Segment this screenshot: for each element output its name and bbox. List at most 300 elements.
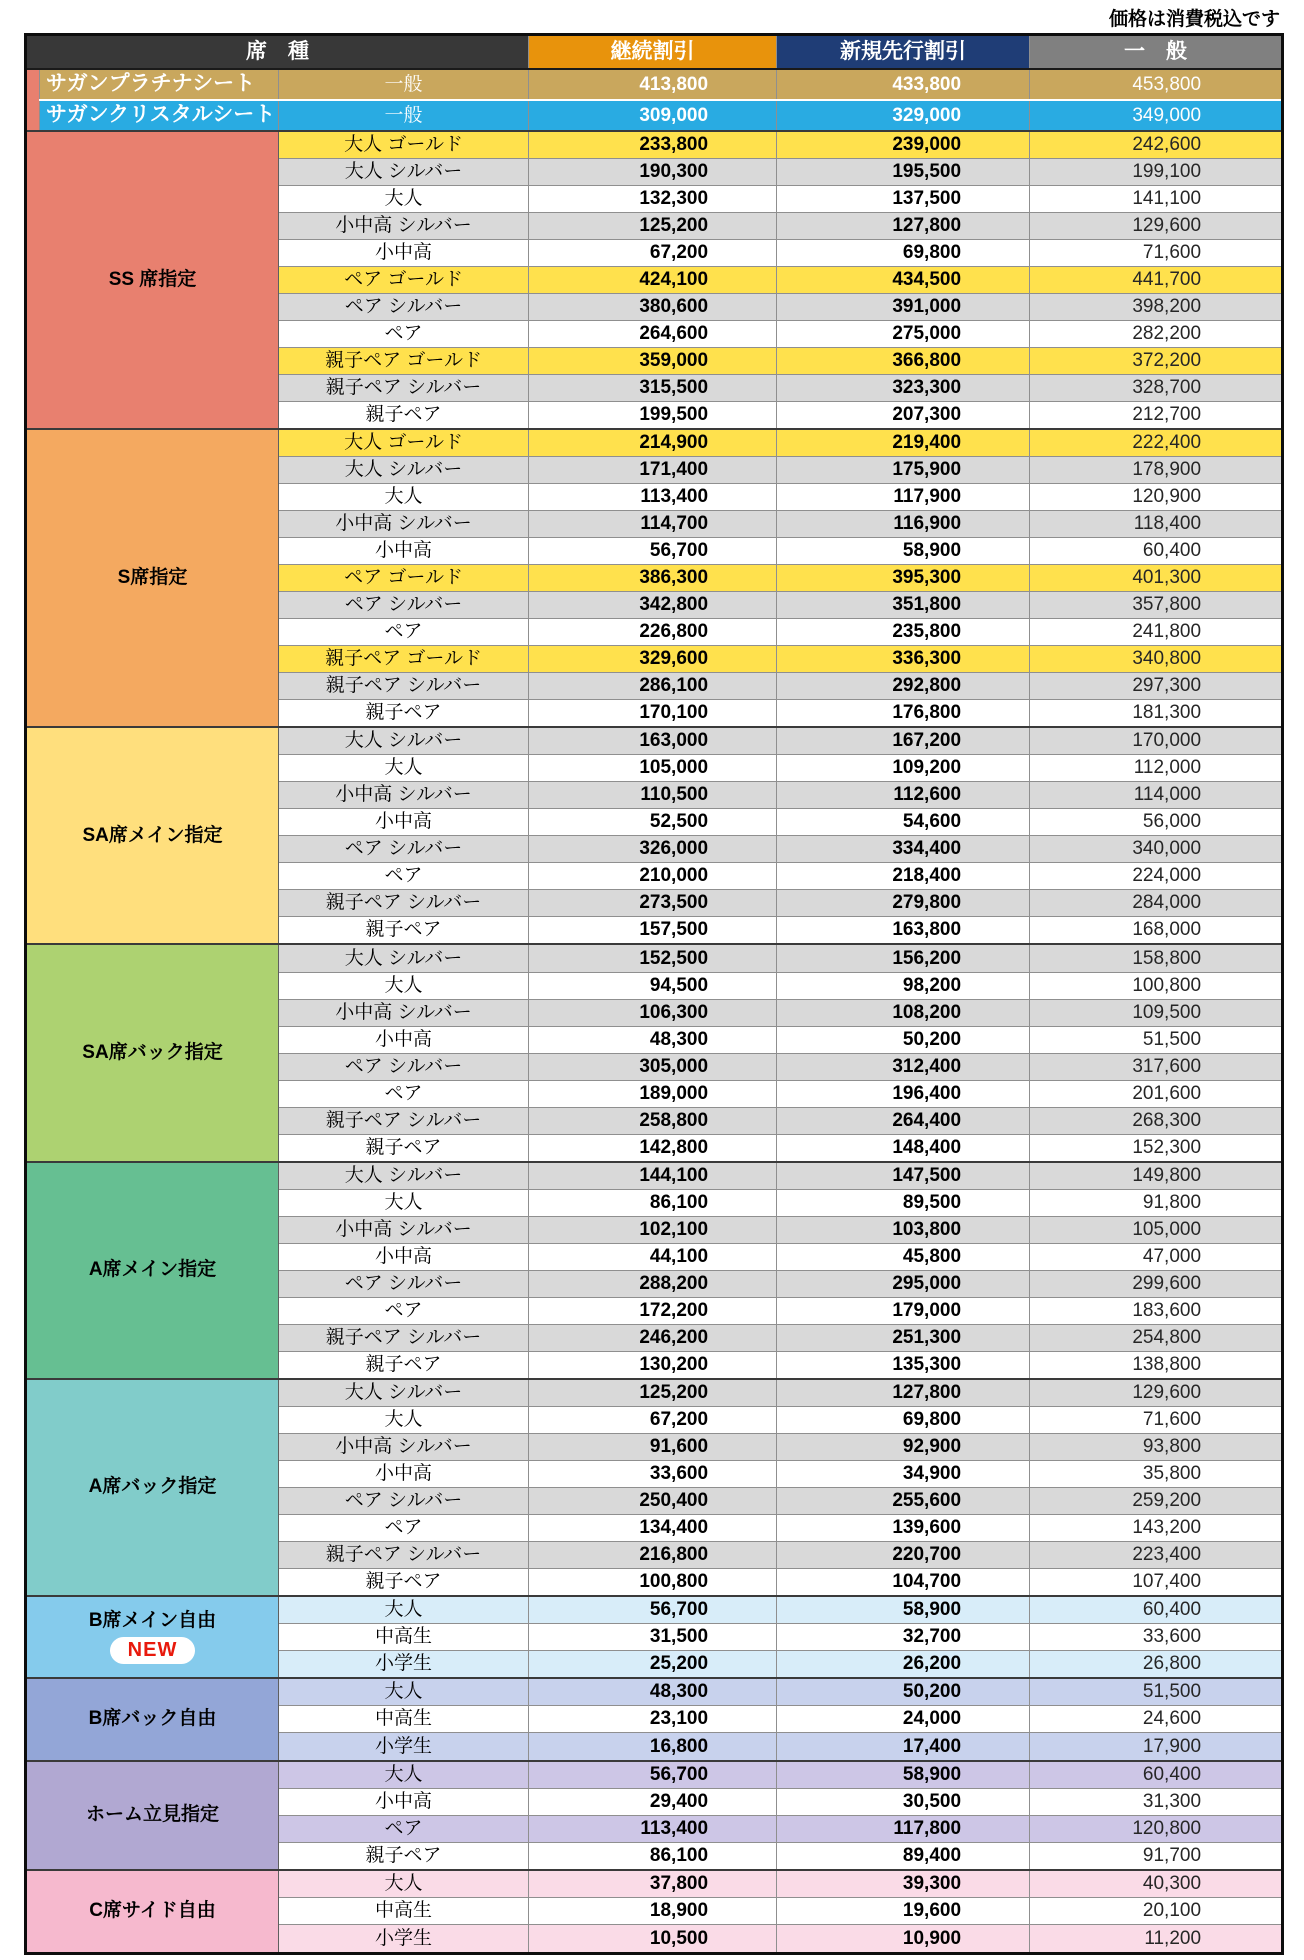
- price-new-advance: 34,900: [777, 1460, 1030, 1487]
- subcategory-cell: 一般: [279, 69, 529, 100]
- price-general: 60,400: [1030, 1761, 1283, 1789]
- price-row: [26, 1596, 1283, 1624]
- price-continuation: 56,700: [529, 1596, 777, 1624]
- price-new-advance: 179,000: [777, 1297, 1030, 1324]
- price-general: 152,300: [1030, 1134, 1283, 1162]
- price-row: [26, 727, 1283, 755]
- price-continuation: 100,800: [529, 1568, 777, 1596]
- price-general: 60,400: [1030, 1596, 1283, 1624]
- price-continuation: 16,800: [529, 1733, 777, 1761]
- price-continuation: 94,500: [529, 972, 777, 999]
- price-new-advance: 395,300: [777, 565, 1030, 592]
- price-new-advance: 112,600: [777, 782, 1030, 809]
- price-general: 56,000: [1030, 809, 1283, 836]
- subcategory-cell: 小学生: [279, 1733, 529, 1761]
- price-continuation: 380,600: [529, 294, 777, 321]
- price-new-advance: 10,900: [777, 1924, 1030, 1953]
- price-new-advance: 391,000: [777, 294, 1030, 321]
- price-new-advance: 39,300: [777, 1870, 1030, 1898]
- subcategory-cell: ペア シルバー: [279, 592, 529, 619]
- price-continuation: 216,800: [529, 1541, 777, 1568]
- price-general: 340,800: [1030, 646, 1283, 673]
- price-general: 340,000: [1030, 836, 1283, 863]
- price-new-advance: 19,600: [777, 1897, 1030, 1924]
- price-table-body: [26, 69, 1283, 1954]
- price-general: 222,400: [1030, 429, 1283, 457]
- subcategory-cell: 親子ペア シルバー: [279, 890, 529, 917]
- price-continuation: 329,600: [529, 646, 777, 673]
- subcategory-cell: 親子ペア シルバー: [279, 1324, 529, 1351]
- category-label: A席バック指定: [88, 1476, 217, 1498]
- subcategory-cell: ペア: [279, 863, 529, 890]
- price-general: 297,300: [1030, 673, 1283, 700]
- price-general: 138,800: [1030, 1351, 1283, 1379]
- subcategory-cell: 大人 ゴールド: [279, 131, 529, 159]
- price-general: 11,200: [1030, 1924, 1283, 1953]
- price-continuation: 286,100: [529, 673, 777, 700]
- price-continuation: 25,200: [529, 1651, 777, 1679]
- price-continuation: 125,200: [529, 213, 777, 240]
- price-general: 170,000: [1030, 727, 1283, 755]
- premium-seat-name: サガンクリスタルシート: [40, 100, 279, 131]
- category-label: C席サイド自由: [89, 1900, 216, 1922]
- price-new-advance: 50,200: [777, 1026, 1030, 1053]
- price-new-advance: 127,800: [777, 1379, 1030, 1407]
- price-new-advance: 279,800: [777, 890, 1030, 917]
- price-general: 158,800: [1030, 944, 1283, 972]
- price-continuation: 264,600: [529, 321, 777, 348]
- price-new-advance: 207,300: [777, 402, 1030, 430]
- price-continuation: 326,000: [529, 836, 777, 863]
- subcategory-cell: ペア シルバー: [279, 1053, 529, 1080]
- price-new-advance: 235,800: [777, 619, 1030, 646]
- subcategory-cell: 親子ペア: [279, 1351, 529, 1379]
- subcategory-cell: 大人: [279, 1406, 529, 1433]
- price-continuation: 210,000: [529, 863, 777, 890]
- price-continuation: 113,400: [529, 484, 777, 511]
- price-continuation: 226,800: [529, 619, 777, 646]
- price-general: 17,900: [1030, 1733, 1283, 1761]
- price-new-advance: 147,500: [777, 1162, 1030, 1190]
- price-new-advance: 351,800: [777, 592, 1030, 619]
- subcategory-cell: 小中高 シルバー: [279, 1216, 529, 1243]
- price-general: 242,600: [1030, 131, 1283, 159]
- subcategory-cell: ペア: [279, 1297, 529, 1324]
- price-general: 357,800: [1030, 592, 1283, 619]
- price-continuation: 386,300: [529, 565, 777, 592]
- price-continuation: 132,300: [529, 186, 777, 213]
- price-general: 47,000: [1030, 1243, 1283, 1270]
- category-label: ホーム立見指定: [85, 1804, 219, 1826]
- price-new-advance: 295,000: [777, 1270, 1030, 1297]
- subcategory-cell: 大人: [279, 1761, 529, 1789]
- price-continuation: 142,800: [529, 1134, 777, 1162]
- category-label: A席メイン指定: [88, 1259, 217, 1281]
- price-continuation: 56,700: [529, 538, 777, 565]
- subcategory-cell: 大人 シルバー: [279, 1379, 529, 1407]
- price-continuation: 172,200: [529, 1297, 777, 1324]
- price-new-advance: 116,900: [777, 511, 1030, 538]
- price-general: 143,200: [1030, 1514, 1283, 1541]
- price-general: 51,500: [1030, 1026, 1283, 1053]
- price-general: 284,000: [1030, 890, 1283, 917]
- price-continuation: 110,500: [529, 782, 777, 809]
- price-continuation: 342,800: [529, 592, 777, 619]
- price-general: 71,600: [1030, 240, 1283, 267]
- category-label: SS 席指定: [108, 269, 197, 291]
- price-new-advance: 292,800: [777, 673, 1030, 700]
- price-continuation: 214,900: [529, 429, 777, 457]
- price-continuation: 114,700: [529, 511, 777, 538]
- subcategory-cell: ペア: [279, 1080, 529, 1107]
- price-general: 212,700: [1030, 402, 1283, 430]
- price-general: 71,600: [1030, 1406, 1283, 1433]
- category-label: SA席メイン指定: [82, 824, 223, 846]
- price-general: 328,700: [1030, 375, 1283, 402]
- subcategory-cell: 大人: [279, 484, 529, 511]
- price-continuation: 171,400: [529, 457, 777, 484]
- price-continuation: 18,900: [529, 1897, 777, 1924]
- price-new-advance: 255,600: [777, 1487, 1030, 1514]
- price-table: [24, 33, 1284, 1955]
- price-general: 105,000: [1030, 1216, 1283, 1243]
- price-general: 112,000: [1030, 755, 1283, 782]
- price-continuation: 189,000: [529, 1080, 777, 1107]
- subcategory-cell: ペア: [279, 1815, 529, 1842]
- subcategory-cell: ペア シルバー: [279, 1270, 529, 1297]
- price-continuation: 86,100: [529, 1842, 777, 1870]
- price-continuation: 250,400: [529, 1487, 777, 1514]
- price-continuation: 113,400: [529, 1815, 777, 1842]
- price-row: [26, 944, 1283, 972]
- category-label: SA席バック指定: [82, 1042, 223, 1064]
- price-new-advance: 220,700: [777, 1541, 1030, 1568]
- subcategory-cell: ペア: [279, 321, 529, 348]
- header-general: 一 般: [1030, 35, 1283, 70]
- price-new-advance: 251,300: [777, 1324, 1030, 1351]
- price-continuation: 44,100: [529, 1243, 777, 1270]
- subcategory-cell: 小学生: [279, 1924, 529, 1953]
- price-continuation: 86,100: [529, 1189, 777, 1216]
- subcategory-cell: ペア: [279, 619, 529, 646]
- price-new-advance: 45,800: [777, 1243, 1030, 1270]
- price-new-advance: 239,000: [777, 131, 1030, 159]
- price-general: 91,800: [1030, 1189, 1283, 1216]
- price-general: 183,600: [1030, 1297, 1283, 1324]
- subcategory-cell: 小中高 シルバー: [279, 782, 529, 809]
- price-general: 109,500: [1030, 999, 1283, 1026]
- price-continuation: 233,800: [529, 131, 777, 159]
- price-continuation: 67,200: [529, 1406, 777, 1433]
- price-continuation: 199,500: [529, 402, 777, 430]
- price-new-advance: 175,900: [777, 457, 1030, 484]
- subcategory-cell: 大人: [279, 755, 529, 782]
- price-general: 31,300: [1030, 1788, 1283, 1815]
- subcategory-cell: 大人 シルバー: [279, 159, 529, 186]
- price-continuation: 105,000: [529, 755, 777, 782]
- price-new-advance: 137,500: [777, 186, 1030, 213]
- price-row: [26, 1678, 1283, 1706]
- price-new-advance: 103,800: [777, 1216, 1030, 1243]
- category-cell: [26, 131, 279, 429]
- subcategory-cell: 親子ペア: [279, 917, 529, 945]
- price-continuation: 190,300: [529, 159, 777, 186]
- header-row: [26, 35, 1283, 70]
- header-new-advance-discount: 新規先行割引: [777, 35, 1030, 70]
- price-new-advance: 329,000: [777, 100, 1030, 131]
- price-continuation: 29,400: [529, 1788, 777, 1815]
- price-new-advance: 58,900: [777, 538, 1030, 565]
- price-general: 241,800: [1030, 619, 1283, 646]
- price-general: 224,000: [1030, 863, 1283, 890]
- subcategory-cell: ペア シルバー: [279, 294, 529, 321]
- price-new-advance: 24,000: [777, 1706, 1030, 1733]
- subcategory-cell: 親子ペア: [279, 1842, 529, 1870]
- price-continuation: 152,500: [529, 944, 777, 972]
- subcategory-cell: 中高生: [279, 1624, 529, 1651]
- price-general: 60,400: [1030, 538, 1283, 565]
- price-continuation: 130,200: [529, 1351, 777, 1379]
- price-general: 268,300: [1030, 1107, 1283, 1134]
- price-general: 178,900: [1030, 457, 1283, 484]
- price-general: 181,300: [1030, 700, 1283, 728]
- price-general: 129,600: [1030, 1379, 1283, 1407]
- price-continuation: 134,400: [529, 1514, 777, 1541]
- price-new-advance: 69,800: [777, 1406, 1030, 1433]
- price-continuation: 125,200: [529, 1379, 777, 1407]
- price-new-advance: 336,300: [777, 646, 1030, 673]
- price-new-advance: 89,400: [777, 1842, 1030, 1870]
- subcategory-cell: 小学生: [279, 1651, 529, 1679]
- subcategory-cell: 一般: [279, 100, 529, 131]
- subcategory-cell: 小中高: [279, 1788, 529, 1815]
- category-cell: [26, 429, 279, 727]
- price-continuation: 106,300: [529, 999, 777, 1026]
- price-new-advance: 92,900: [777, 1433, 1030, 1460]
- price-new-advance: 366,800: [777, 348, 1030, 375]
- subcategory-cell: 親子ペア: [279, 402, 529, 430]
- price-continuation: 157,500: [529, 917, 777, 945]
- price-general: 93,800: [1030, 1433, 1283, 1460]
- price-general: 91,700: [1030, 1842, 1283, 1870]
- subcategory-cell: 小中高: [279, 1460, 529, 1487]
- subcategory-cell: 大人: [279, 1596, 529, 1624]
- price-new-advance: 127,800: [777, 213, 1030, 240]
- subcategory-cell: 中高生: [279, 1897, 529, 1924]
- price-continuation: 48,300: [529, 1678, 777, 1706]
- price-row: [26, 131, 1283, 159]
- price-new-advance: 433,800: [777, 69, 1030, 100]
- new-badge: NEW: [110, 1637, 196, 1664]
- price-new-advance: 148,400: [777, 1134, 1030, 1162]
- header-seat-type: 席 種: [26, 35, 529, 70]
- price-new-advance: 139,600: [777, 1514, 1030, 1541]
- price-continuation: 144,100: [529, 1162, 777, 1190]
- price-row: [26, 1379, 1283, 1407]
- price-general: 372,200: [1030, 348, 1283, 375]
- price-new-advance: 17,400: [777, 1733, 1030, 1761]
- price-general: 299,600: [1030, 1270, 1283, 1297]
- price-new-advance: 434,500: [777, 267, 1030, 294]
- category-label: S席指定: [117, 567, 188, 589]
- price-general: 401,300: [1030, 565, 1283, 592]
- subcategory-cell: 大人 シルバー: [279, 457, 529, 484]
- subcategory-cell: ペア ゴールド: [279, 267, 529, 294]
- price-new-advance: 275,000: [777, 321, 1030, 348]
- subcategory-cell: 大人 シルバー: [279, 727, 529, 755]
- price-continuation: 424,100: [529, 267, 777, 294]
- price-row: [26, 1870, 1283, 1898]
- price-continuation: 309,000: [529, 100, 777, 131]
- price-new-advance: 218,400: [777, 863, 1030, 890]
- subcategory-cell: 大人: [279, 972, 529, 999]
- price-continuation: 315,500: [529, 375, 777, 402]
- category-cell: [26, 1162, 279, 1379]
- price-general: 51,500: [1030, 1678, 1283, 1706]
- subcategory-cell: 親子ペア シルバー: [279, 375, 529, 402]
- category-label: B席バック自由: [88, 1708, 217, 1730]
- subcategory-cell: 親子ペア: [279, 1134, 529, 1162]
- price-new-advance: 54,600: [777, 809, 1030, 836]
- price-new-advance: 32,700: [777, 1624, 1030, 1651]
- price-new-advance: 135,300: [777, 1351, 1030, 1379]
- price-new-advance: 312,400: [777, 1053, 1030, 1080]
- subcategory-cell: 小中高: [279, 538, 529, 565]
- price-general: 141,100: [1030, 186, 1283, 213]
- header-continuation-discount: 継続割引: [529, 35, 777, 70]
- price-continuation: 37,800: [529, 1870, 777, 1898]
- price-new-advance: 176,800: [777, 700, 1030, 728]
- price-continuation: 305,000: [529, 1053, 777, 1080]
- subcategory-cell: 小中高: [279, 809, 529, 836]
- price-new-advance: 163,800: [777, 917, 1030, 945]
- price-general: 349,000: [1030, 100, 1283, 131]
- price-continuation: 273,500: [529, 890, 777, 917]
- price-general: 199,100: [1030, 159, 1283, 186]
- price-new-advance: 117,900: [777, 484, 1030, 511]
- price-continuation: 52,500: [529, 809, 777, 836]
- price-new-advance: 104,700: [777, 1568, 1030, 1596]
- tax-included-note: 価格は消費税込です: [1108, 9, 1280, 30]
- subcategory-cell: 大人 シルバー: [279, 1162, 529, 1190]
- price-continuation: 10,500: [529, 1924, 777, 1953]
- price-continuation: 288,200: [529, 1270, 777, 1297]
- category-cell: [26, 1596, 279, 1678]
- price-new-advance: 334,400: [777, 836, 1030, 863]
- price-general: 129,600: [1030, 213, 1283, 240]
- price-new-advance: 219,400: [777, 429, 1030, 457]
- price-new-advance: 69,800: [777, 240, 1030, 267]
- subcategory-cell: 大人: [279, 186, 529, 213]
- premium-seat-name: サガンプラチナシート: [40, 69, 279, 100]
- price-continuation: 413,800: [529, 69, 777, 100]
- price-general: 149,800: [1030, 1162, 1283, 1190]
- subcategory-cell: 大人: [279, 1678, 529, 1706]
- subcategory-cell: 小中高 シルバー: [279, 999, 529, 1026]
- price-continuation: 67,200: [529, 240, 777, 267]
- subcategory-cell: 大人: [279, 1870, 529, 1898]
- category-label: B席メイン自由: [88, 1609, 217, 1631]
- left-strip-cell: [26, 69, 40, 131]
- subcategory-cell: 親子ペア シルバー: [279, 1541, 529, 1568]
- price-new-advance: 109,200: [777, 755, 1030, 782]
- price-continuation: 258,800: [529, 1107, 777, 1134]
- price-new-advance: 196,400: [777, 1080, 1030, 1107]
- price-general: 107,400: [1030, 1568, 1283, 1596]
- price-general: 441,700: [1030, 267, 1283, 294]
- subcategory-cell: 小中高: [279, 1243, 529, 1270]
- price-row: [26, 1761, 1283, 1789]
- price-row: [26, 429, 1283, 457]
- price-general: 317,600: [1030, 1053, 1283, 1080]
- subcategory-cell: 親子ペア ゴールド: [279, 646, 529, 673]
- price-general: 201,600: [1030, 1080, 1283, 1107]
- subcategory-cell: 小中高 シルバー: [279, 1433, 529, 1460]
- price-continuation: 102,100: [529, 1216, 777, 1243]
- price-general: 282,200: [1030, 321, 1283, 348]
- price-row: [26, 1162, 1283, 1190]
- price-new-advance: 167,200: [777, 727, 1030, 755]
- price-continuation: 91,600: [529, 1433, 777, 1460]
- subcategory-cell: 小中高: [279, 240, 529, 267]
- category-cell: [26, 1870, 279, 1954]
- price-continuation: 48,300: [529, 1026, 777, 1053]
- price-new-advance: 98,200: [777, 972, 1030, 999]
- price-general: 24,600: [1030, 1706, 1283, 1733]
- premium-row: [26, 100, 1283, 131]
- price-new-advance: 117,800: [777, 1815, 1030, 1842]
- price-new-advance: 58,900: [777, 1596, 1030, 1624]
- price-continuation: 359,000: [529, 348, 777, 375]
- price-general: 100,800: [1030, 972, 1283, 999]
- price-new-advance: 50,200: [777, 1678, 1030, 1706]
- price-continuation: 31,500: [529, 1624, 777, 1651]
- subcategory-cell: 親子ペア シルバー: [279, 673, 529, 700]
- subcategory-cell: ペア ゴールド: [279, 565, 529, 592]
- subcategory-cell: 小中高 シルバー: [279, 213, 529, 240]
- category-cell: [26, 944, 279, 1161]
- price-general: 398,200: [1030, 294, 1283, 321]
- price-general: 20,100: [1030, 1897, 1283, 1924]
- price-general: 120,800: [1030, 1815, 1283, 1842]
- price-new-advance: 264,400: [777, 1107, 1030, 1134]
- subcategory-cell: 大人 ゴールド: [279, 429, 529, 457]
- price-general: 26,800: [1030, 1651, 1283, 1679]
- subcategory-cell: 大人 シルバー: [279, 944, 529, 972]
- subcategory-cell: 中高生: [279, 1706, 529, 1733]
- category-cell: [26, 1761, 279, 1870]
- subcategory-cell: 小中高: [279, 1026, 529, 1053]
- price-general: 168,000: [1030, 917, 1283, 945]
- subcategory-cell: 親子ペア ゴールド: [279, 348, 529, 375]
- premium-row: [26, 69, 1283, 100]
- price-new-advance: 26,200: [777, 1651, 1030, 1679]
- price-general: 453,800: [1030, 69, 1283, 100]
- price-new-advance: 30,500: [777, 1788, 1030, 1815]
- subcategory-cell: ペア シルバー: [279, 836, 529, 863]
- price-new-advance: 58,900: [777, 1761, 1030, 1789]
- subcategory-cell: ペア: [279, 1514, 529, 1541]
- price-new-advance: 108,200: [777, 999, 1030, 1026]
- price-general: 35,800: [1030, 1460, 1283, 1487]
- price-general: 33,600: [1030, 1624, 1283, 1651]
- price-new-advance: 323,300: [777, 375, 1030, 402]
- category-cell: [26, 1379, 279, 1596]
- price-new-advance: 89,500: [777, 1189, 1030, 1216]
- price-continuation: 33,600: [529, 1460, 777, 1487]
- subcategory-cell: 親子ペア シルバー: [279, 1107, 529, 1134]
- price-general: 40,300: [1030, 1870, 1283, 1898]
